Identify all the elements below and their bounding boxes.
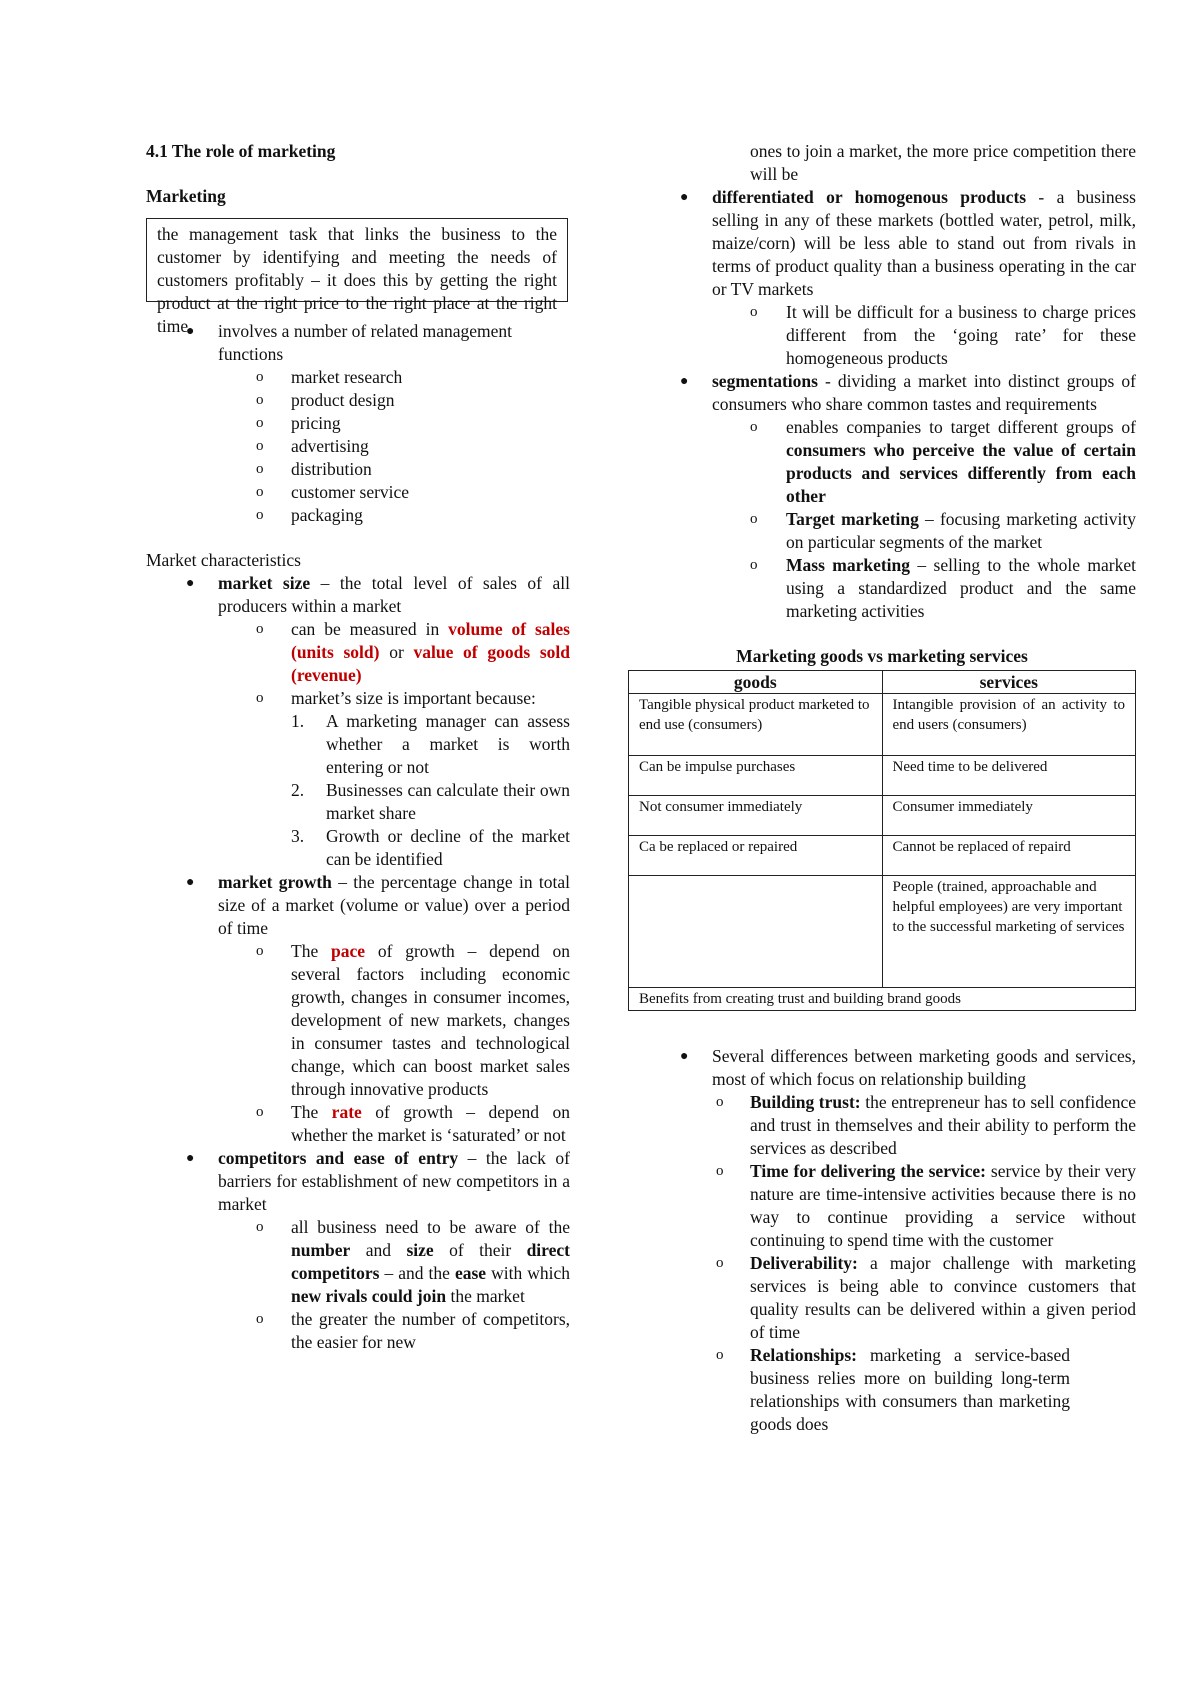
circle-bullet-icon: o (716, 1347, 724, 1363)
list-item: o Mass marketing – selling to the whole market using a standardized product and the same marketing activities (750, 555, 1137, 621)
circle-bullet-icon: o (750, 511, 758, 527)
table-row (629, 756, 1136, 796)
table-row (629, 694, 1136, 756)
list-item: o the greater the number of competitors, the easier for new (256, 1309, 570, 1352)
bullet-icon: ● (186, 1151, 195, 1166)
section-title: 4.1 The role of marketing (146, 141, 336, 161)
definition-text: the management task that links the business to the customer by identifying and meeting the needs of customers profitably – it does this by getting the right product at the right price to the right place at the right time (157, 224, 557, 336)
market-characteristics-heading: Market characteristics (146, 550, 301, 570)
circle-bullet-icon: o (256, 621, 264, 637)
list-item: o It will be difficult for a business to charge prices different from the ‘going rate’ for these homogeneous products (750, 302, 1136, 368)
table-cell: People (trained, approachable and helpful employees) are very important to the successful marketing of services (882, 876, 1136, 988)
right-column (628, 140, 1136, 1436)
table-cell: Tangible physical product marketed to end use (consumers) (629, 694, 883, 756)
bullet-icon: ● (680, 190, 689, 205)
list-item: o Time for delivering the service: service by their very nature are time-intensive activities because there is no way to continue providing a service without continuing to spend time with the customer (716, 1161, 1136, 1250)
table-row (629, 836, 1136, 876)
market-characteristics-list (146, 572, 570, 1354)
table-cell: Cannot be replaced of repaird (882, 836, 1136, 876)
list-item: o enables companies to target different groups of consumers who perceive the value of certain products and services differently from each other (750, 417, 1136, 506)
list-item: 2. Businesses can calculate their own market share (291, 780, 570, 823)
header-goods: goods (629, 671, 883, 694)
circle-bullet-icon: o (256, 690, 264, 706)
list-item: o customer service (256, 482, 410, 502)
list-item: ● differentiated or homogenous products - a business selling in any of these markets (bottled water, petrol, milk, maize/corn) will be less able to stand out from rivals in terms of product quality than a business operating in the car or TV markets (680, 187, 1136, 299)
bullet-icon: ● (186, 875, 195, 890)
table-footer-row (629, 988, 1136, 1011)
list-item: ● market growth – the percentage change in total size of a market (volume or value) over a period of time (186, 872, 570, 938)
table-row (629, 796, 1136, 836)
circle-bullet-icon: o (256, 1104, 264, 1120)
circle-bullet-icon: o (716, 1163, 724, 1179)
table-cell: Need time to be delivered (882, 756, 1136, 796)
circle-bullet-icon: o (256, 1219, 264, 1235)
table-title: Marketing goods vs marketing services (736, 646, 1028, 666)
list-item: o all business need to be aware of the number and size of their direct competitors – and the ease with which new rivals could join the market (256, 1217, 570, 1306)
circle-bullet-icon: o (750, 557, 758, 573)
definition-box (146, 218, 568, 336)
list-item: o Deliverability: a major challenge with marketing services is being able to convince customers that quality results can be delivered within a given period of time (716, 1253, 1136, 1342)
bullet-icon: ● (680, 374, 689, 389)
circle-bullet-icon: o (256, 1311, 264, 1327)
header-services: services (882, 671, 1136, 694)
circle-bullet-icon: o (256, 369, 264, 385)
table-cell: Consumer immediately (882, 796, 1136, 836)
list-item: o distribution (256, 459, 372, 479)
circle-bullet-icon: o (256, 943, 264, 959)
list-item: o product design (256, 390, 395, 410)
list-item: o market research (256, 367, 403, 387)
table-row (629, 876, 1136, 988)
bullet-icon: ● (186, 324, 195, 339)
list-item: o Building trust: the entrepreneur has to sell confidence and trust in themselves and their ability to perform the services as described (716, 1092, 1137, 1158)
list-item: o Target marketing – focusing marketing activity on particular segments of the market (750, 509, 1136, 552)
list-item: o Relationships: marketing a service-based business relies more on building long-term relationships with consumers than marketing goods does (716, 1345, 1070, 1434)
list-item: ● involves a number of related management functions (186, 321, 512, 364)
list-item: ● Several differences between marketing goods and services, most of which focus on relationship building (680, 1046, 1136, 1089)
circle-bullet-icon: o (256, 438, 264, 454)
table-cell: Can be impulse purchases (629, 756, 883, 796)
list-item: o packaging (256, 505, 363, 525)
right-list (628, 140, 1136, 623)
list-item: ● market size – the total level of sales of all producers within a market (186, 573, 570, 616)
bullet-icon: ● (680, 1049, 689, 1064)
list-item: o The pace of growth – depend on several factors including economic growth, changes in consumer incomes, development of new markets, changes in consumer tastes and technological change, which can boost market sales through innovative products (256, 941, 570, 1099)
list-item: ones to join a market, the more price competition there will be (750, 141, 1136, 184)
goods-vs-services-table (628, 670, 1136, 1011)
circle-bullet-icon: o (256, 484, 264, 500)
list-item: ● segmentations - dividing a market into distinct groups of consumers who share common tastes and requirements (680, 371, 1136, 414)
circle-bullet-icon: o (716, 1094, 724, 1110)
circle-bullet-icon: o (256, 415, 264, 431)
circle-bullet-icon: o (256, 461, 264, 477)
table-header-row (629, 671, 1136, 694)
circle-bullet-icon: o (256, 507, 264, 523)
list-item: o advertising (256, 436, 369, 456)
table-cell: Not consumer immediately (629, 796, 883, 836)
table-footer: Benefits from creating trust and building brand goods (629, 988, 1136, 1011)
list-item: 1. A marketing manager can assess whether a market is worth entering or not (291, 711, 570, 777)
table-cell: Intangible provision of an activity to end users (consumers) (882, 694, 1136, 756)
circle-bullet-icon: o (750, 304, 758, 320)
table-cell: Ca be replaced or repaired (629, 836, 883, 876)
functions-list (146, 320, 570, 527)
list-item: o can be measured in volume of sales (units sold) or value of goods sold (revenue) (256, 619, 570, 685)
circle-bullet-icon: o (750, 419, 758, 435)
list-item: o The rate of growth – depend on whether the market is ‘saturated’ or not (256, 1102, 570, 1145)
table-cell (629, 876, 883, 988)
circle-bullet-icon: o (256, 392, 264, 408)
list-item: ● competitors and ease of entry – the lack of barriers for establishment of new competitors in a market (186, 1148, 570, 1214)
list-item: o pricing (256, 413, 341, 433)
differences-list (628, 1045, 1136, 1436)
left-column (146, 140, 570, 1354)
circle-bullet-icon: o (716, 1255, 724, 1271)
bullet-icon: ● (186, 576, 195, 591)
list-item: 3. Growth or decline of the market can be identified (291, 826, 570, 869)
list-item: o market’s size is important because: (256, 688, 536, 708)
marketing-heading: Marketing (146, 186, 226, 206)
